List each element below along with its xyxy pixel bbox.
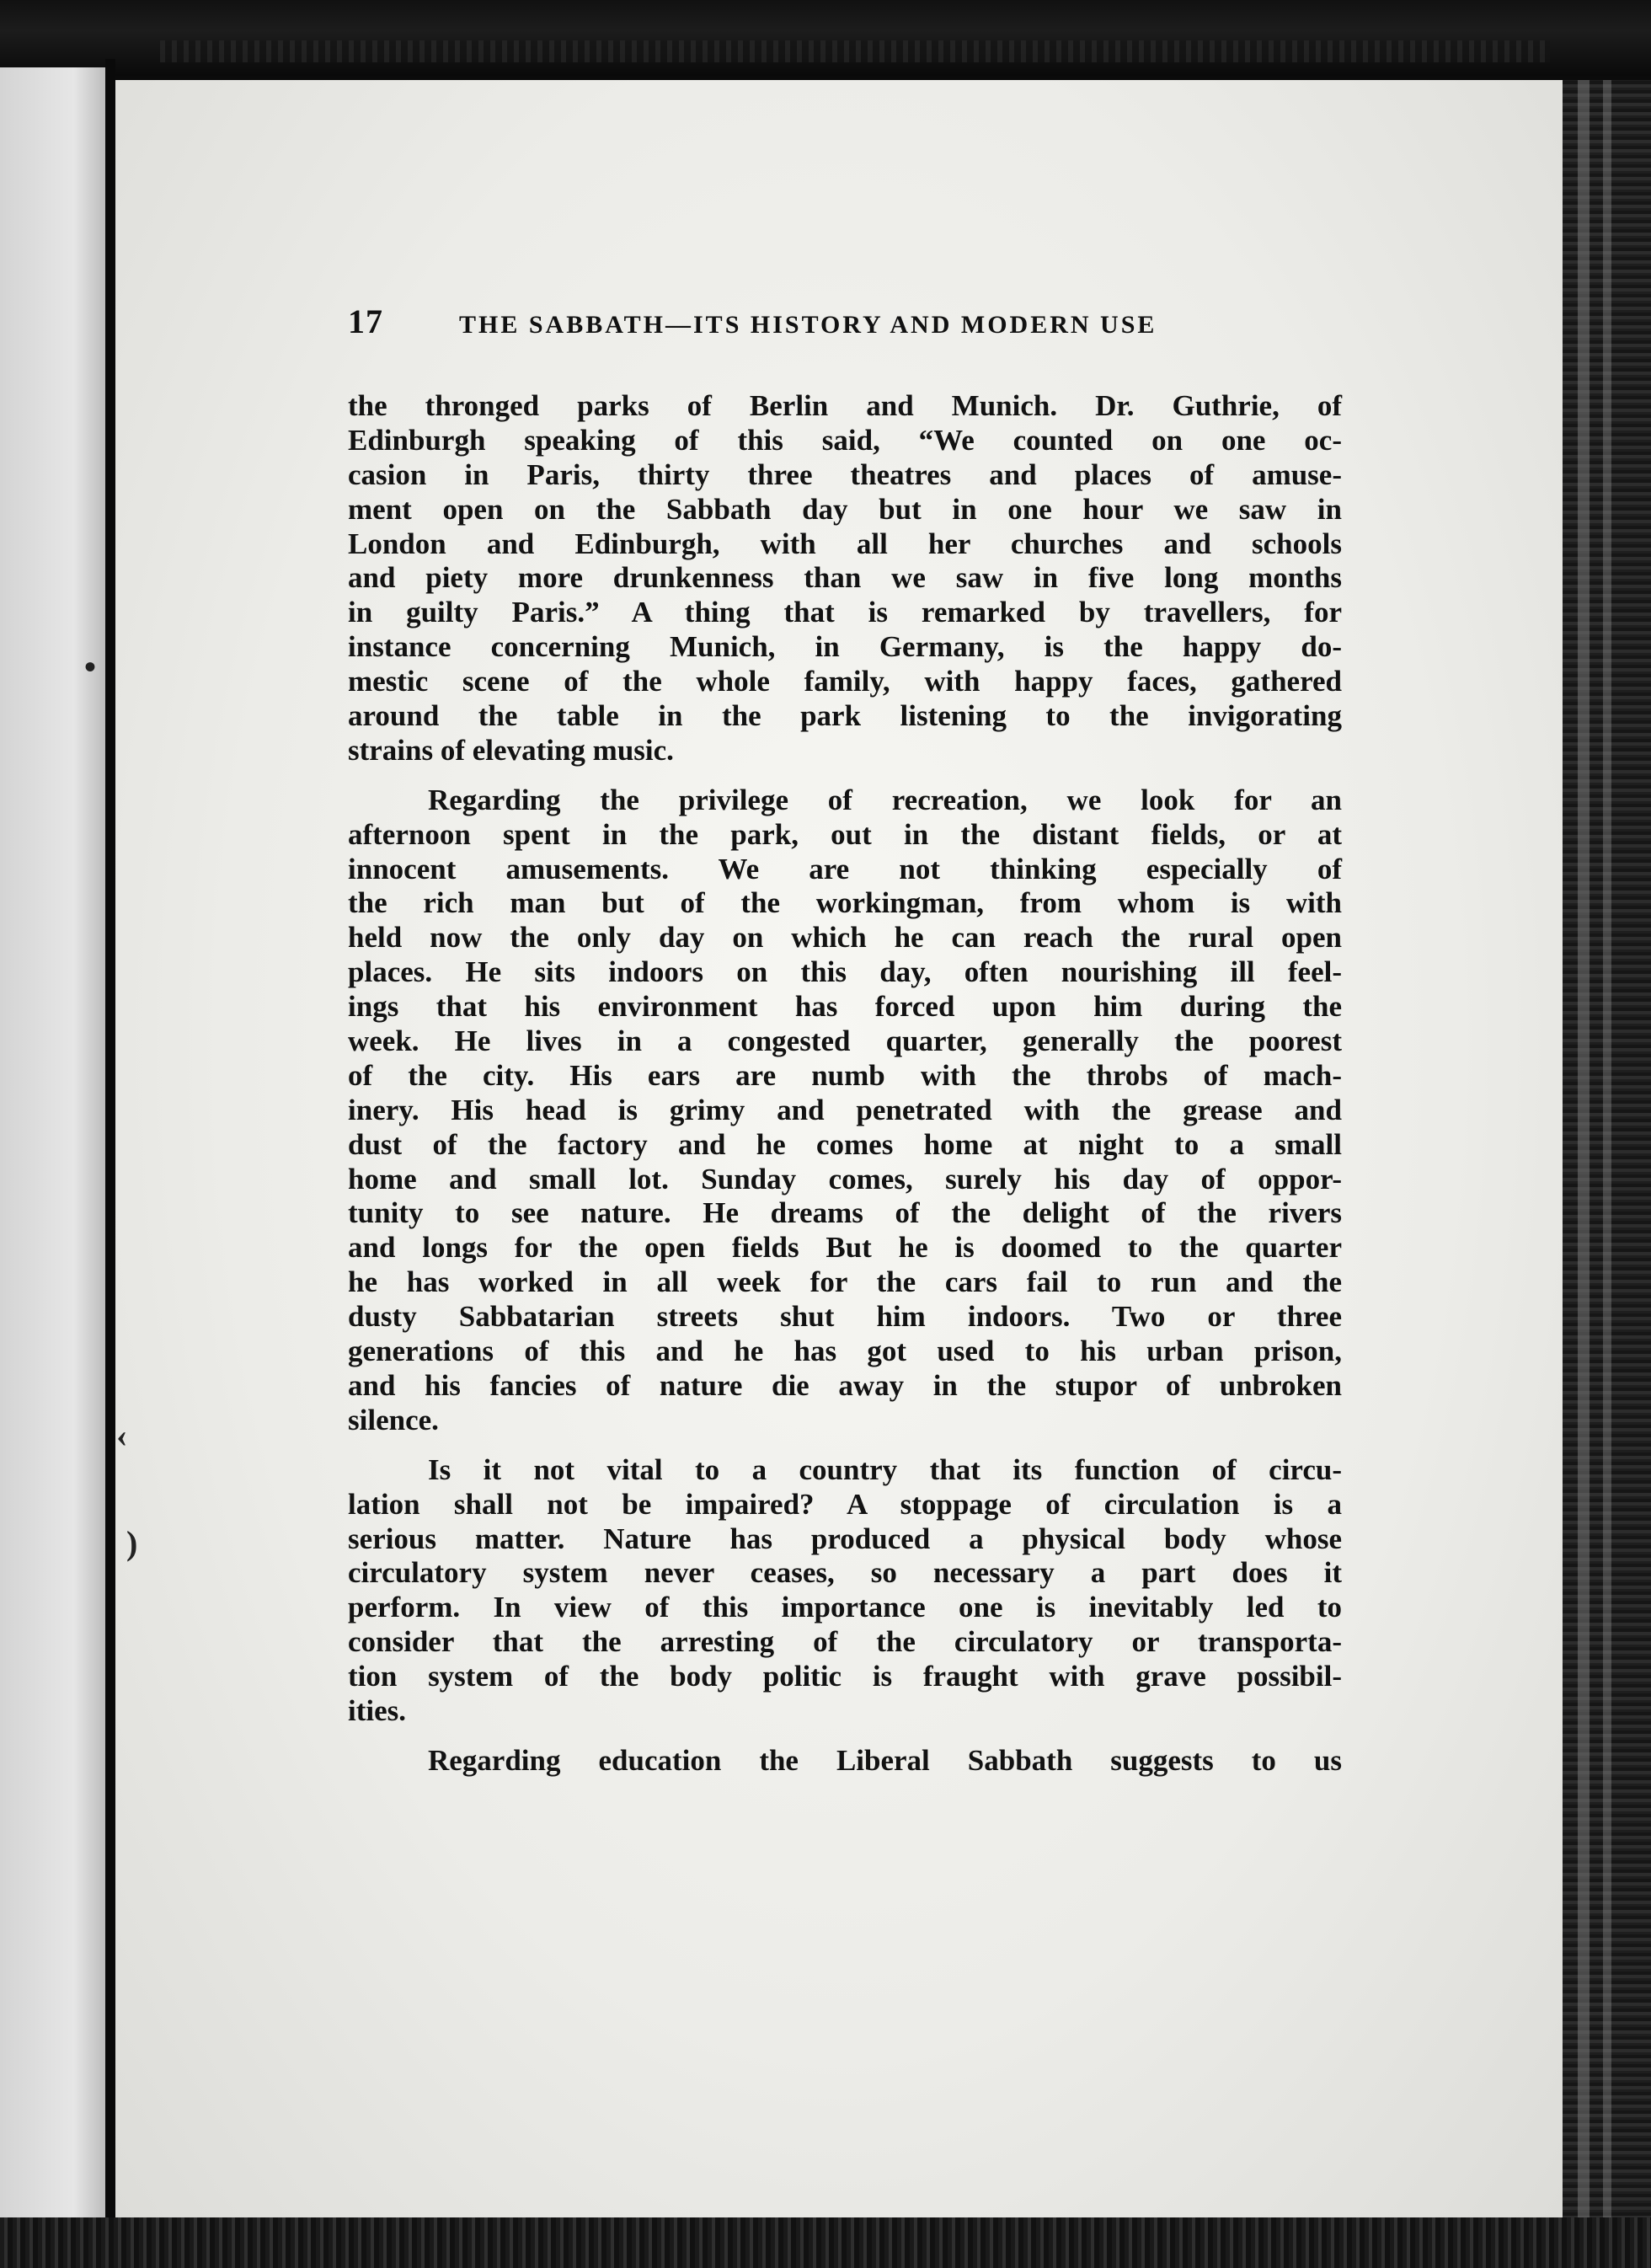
text-line: silence. bbox=[348, 1403, 439, 1436]
film-border-bottom bbox=[0, 2217, 1651, 2268]
text-line: casion in Paris, thirty three theatres and places of amuse- bbox=[348, 457, 1342, 491]
text-line: and longs for the open fields But he is doomed to the quarter bbox=[348, 1231, 1342, 1265]
running-head bbox=[348, 302, 1274, 352]
text-line: places. He sits indoors on this day, often nourishing ill feel- bbox=[348, 955, 1342, 989]
text-line: perform. In view of this importance one is inevitably led to bbox=[348, 1591, 1342, 1624]
text-line: dust of the factory and he comes home at night to a small bbox=[348, 1127, 1342, 1161]
text-line: Is it not vital to a country that its function of circu- bbox=[428, 1452, 1342, 1486]
text-line: lation shall not be impaired? A stoppage of circulation is a bbox=[348, 1487, 1342, 1521]
text-line: afternoon spent in the park, out in the distant fields, or at bbox=[348, 817, 1342, 851]
text-line: inery. His head is grimy and penetrated with the grease and bbox=[348, 1093, 1342, 1126]
running-title: THE SABBATH—ITS HISTORY AND MODERN USE bbox=[459, 311, 1157, 339]
margin-speck: • bbox=[84, 648, 97, 686]
page-stack-edge bbox=[1563, 80, 1651, 2268]
paragraph bbox=[348, 784, 1342, 1438]
text-line: he has worked in all week for the cars fail to run and the bbox=[348, 1265, 1342, 1299]
text-line: generations of this and he has got used to his urban prison, bbox=[348, 1335, 1342, 1368]
text-line: ities. bbox=[348, 1693, 407, 1727]
text-line: dusty Sabbatarian streets shut him indoors. Two or three bbox=[348, 1300, 1342, 1334]
text-line: of the city. His ears are numb with the throbs of mach- bbox=[348, 1058, 1342, 1092]
text-line: ings that his environment has forced upon him during the bbox=[348, 990, 1342, 1024]
text-line: tion system of the body politic is fraught with grave possibil- bbox=[348, 1660, 1342, 1693]
text-line: in guilty Paris.” A thing that is remarked by travellers, for bbox=[348, 596, 1342, 629]
page-gutter bbox=[105, 59, 115, 2224]
paragraph bbox=[348, 1744, 1342, 1779]
text-line: the rich man but of the workingman, from whom is with bbox=[348, 886, 1342, 920]
page-number: 17 bbox=[348, 302, 383, 340]
text-line: mestic scene of the whole family, with happy faces, gathered bbox=[348, 665, 1342, 698]
text-line: consider that the arresting of the circulatory or transporta- bbox=[348, 1625, 1342, 1659]
text-line: week. He lives in a congested quarter, generally the poorest bbox=[348, 1024, 1342, 1058]
text-line: and piety more drunkenness than we saw in five long months bbox=[348, 561, 1342, 595]
text-line: held now the only day on which he can reach the rural open bbox=[348, 921, 1342, 955]
text-line: Regarding education the Liberal Sabbath suggests to us bbox=[428, 1743, 1342, 1777]
film-border-top bbox=[0, 0, 1651, 76]
text-line: home and small lot. Sunday comes, surely his day of oppor- bbox=[348, 1162, 1342, 1196]
margin-speck: ) bbox=[126, 1524, 138, 1562]
text-line: Regarding the privilege of recreation, we look for an bbox=[428, 783, 1342, 816]
text-line: circulatory system never ceases, so necessary a part does it bbox=[348, 1556, 1342, 1590]
paragraph bbox=[348, 389, 1342, 768]
text-line: serious matter. Nature has produced a physical body whose bbox=[348, 1522, 1342, 1555]
text-line: London and Edinburgh, with all her churches and schools bbox=[348, 527, 1342, 560]
text-line: innocent amusements. We are not thinking especially of bbox=[348, 852, 1342, 885]
text-line: and his fancies of nature die away in the stupor of unbroken bbox=[348, 1368, 1342, 1402]
text-line: Edinburgh speaking of this said, “We counted on one oc- bbox=[348, 423, 1342, 457]
text-line: around the table in the park listening to the invigorating bbox=[348, 699, 1342, 733]
facing-page-edge bbox=[0, 67, 105, 2224]
text-line: the thronged parks of Berlin and Munich. Dr. Guthrie, of bbox=[348, 389, 1342, 422]
paragraph bbox=[348, 1453, 1342, 1729]
margin-speck: ‹ bbox=[116, 1416, 128, 1454]
text-line: tunity to see nature. He dreams of the delight of the rivers bbox=[348, 1196, 1342, 1230]
text-line: ment open on the Sabbath day but in one hour we saw in bbox=[348, 492, 1342, 526]
body-text bbox=[348, 389, 1342, 1779]
text-line: strains of elevating music. bbox=[348, 733, 674, 767]
text-line: instance concerning Munich, in Germany, is the happy do- bbox=[348, 630, 1342, 664]
